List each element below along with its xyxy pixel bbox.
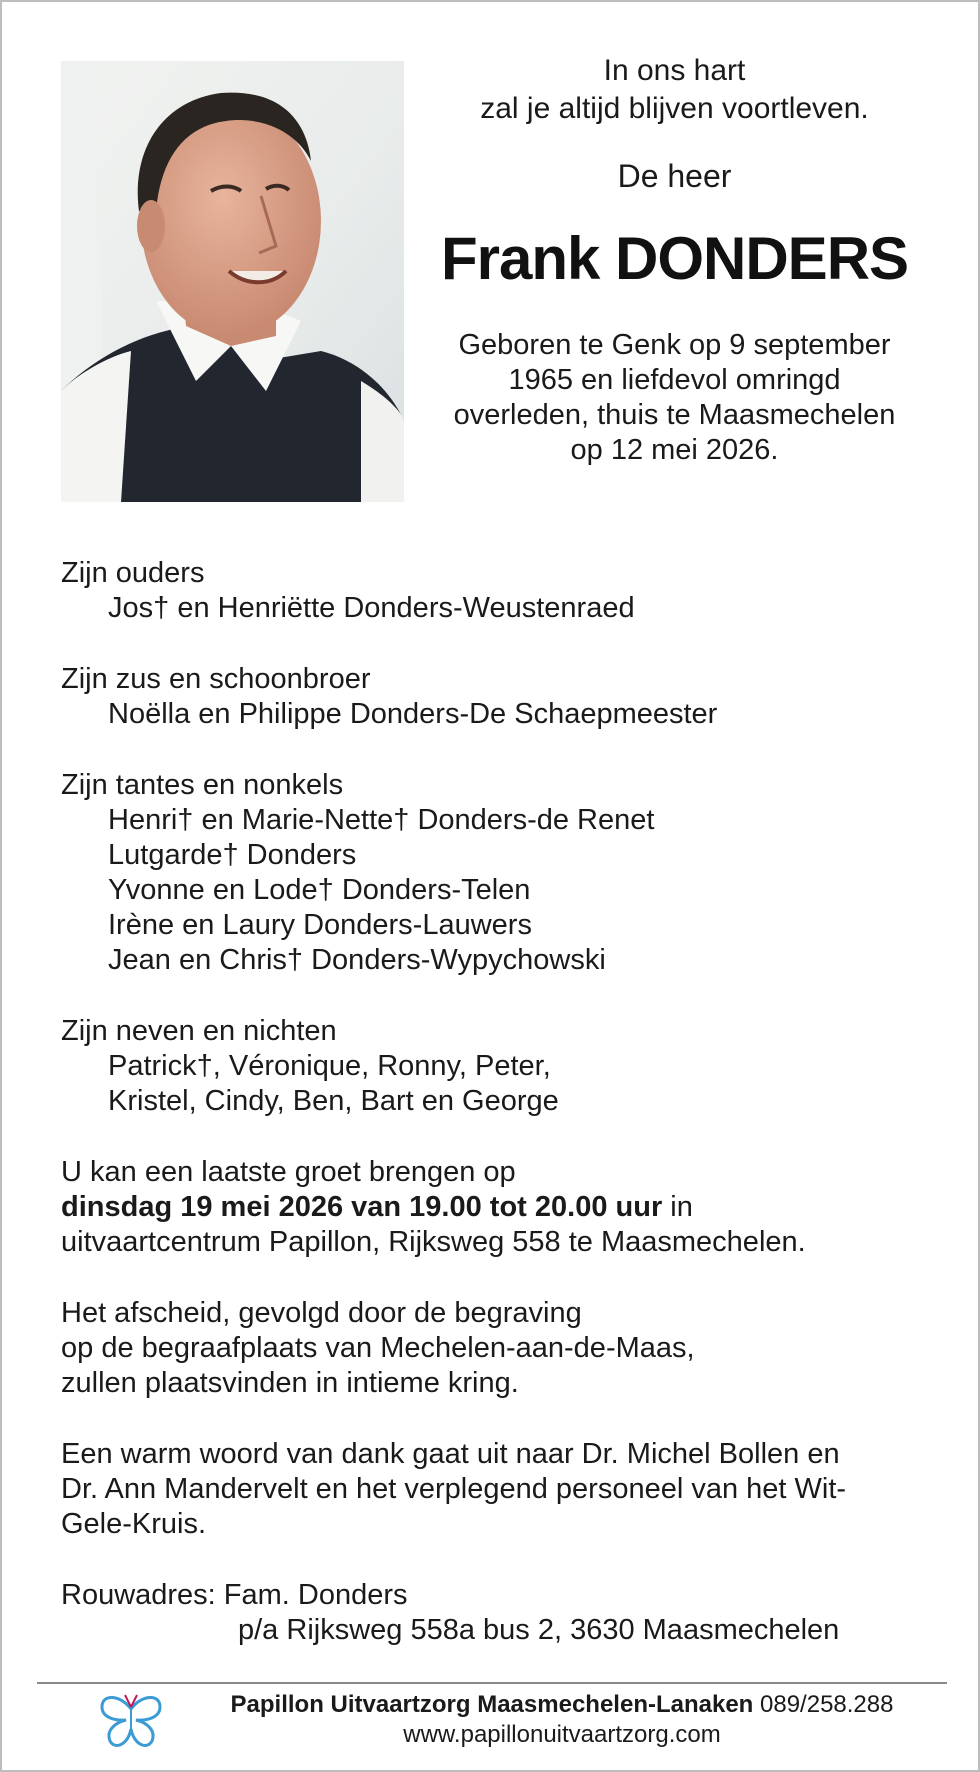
visitation-line: uitvaartcentrum Papillon, Rijksweg 558 te Maasmechelen. (61, 1226, 806, 1258)
family-member: Lutgarde† Donders (108, 839, 357, 871)
visitation-line: U kan een laatste groet brengen op (61, 1156, 516, 1188)
visitation-connector: in (662, 1191, 693, 1223)
motto (422, 52, 927, 128)
funeral-home-website[interactable]: www.papillonuitvaartzorg.com (403, 1721, 721, 1748)
thanks-paragraph (61, 1437, 931, 1542)
family-member: Yvonne en Lode† Donders-Telen (108, 874, 531, 906)
details-line: overleden, thuis te Maasmechelen (453, 399, 896, 431)
details-line: 1965 en liefdevol omringd (508, 364, 841, 396)
farewell-line: op de begraafplaats van Mechelen-aan-de-Maas, (61, 1332, 695, 1364)
visitation-datetime: dinsdag 19 mei 2026 van 19.00 tot 20.00 uur (61, 1191, 663, 1223)
visitation-line (61, 1190, 931, 1225)
family-group-aunts-uncles (61, 768, 931, 978)
birth-death-details (422, 328, 927, 468)
family-member: Kristel, Cindy, Ben, Bart en George (108, 1085, 559, 1117)
portrait-photo (61, 61, 404, 502)
family-group-siblings (61, 662, 931, 732)
details-line: Geboren te Genk op 9 september (458, 329, 891, 361)
family-member: Patrick†, Véronique, Ronny, Peter, (108, 1050, 551, 1082)
footer-divider (37, 1682, 947, 1684)
family-heading: Zijn tantes en nonkels (61, 769, 344, 801)
thanks-line: Dr. Ann Mandervelt en het verplegend personeel van het Wit- (61, 1473, 847, 1505)
details-line: op 12 mei 2026. (570, 434, 779, 466)
salutation: De heer (617, 158, 732, 194)
deceased-name: Frank DONDERS (440, 225, 909, 292)
motto-line: zal je altijd blijven voortleven. (480, 92, 869, 125)
notice-header (422, 52, 927, 468)
family-group-parents (61, 556, 931, 626)
farewell-paragraph (61, 1296, 931, 1401)
family-member: Henri† en Marie-Nette† Donders-de Renet (108, 804, 655, 836)
family-heading: Zijn ouders (61, 557, 205, 589)
family-heading: Zijn zus en schoonbroer (61, 663, 371, 695)
farewell-line: zullen plaatsvinden in intieme kring. (61, 1367, 519, 1399)
motto-line: In ons hart (603, 54, 746, 87)
funeral-home-name: Papillon Uitvaartzorg Maasmechelen-Lanaken (230, 1691, 754, 1718)
visitation-paragraph (61, 1155, 931, 1260)
family-heading: Zijn neven en nichten (61, 1015, 337, 1047)
thanks-line: Gele-Kruis. (61, 1508, 207, 1540)
butterfly-icon (96, 1687, 166, 1753)
funeral-home-footer (182, 1690, 942, 1750)
notice-body (61, 556, 931, 1684)
mourning-address (61, 1578, 931, 1648)
family-member: Noëlla en Philippe Donders-De Schaepmeester (108, 698, 718, 730)
family-group-cousins (61, 1014, 931, 1119)
family-member: Jean en Chris† Donders-Wypychowski (108, 944, 606, 976)
funeral-home-phone: 089/258.288 (753, 1691, 894, 1718)
family-member: Jos† en Henriëtte Donders-Weustenraed (108, 592, 635, 624)
address-line: Rouwadres: Fam. Donders (61, 1579, 408, 1611)
address-line: p/a Rijksweg 558a bus 2, 3630 Maasmechelen (238, 1614, 840, 1646)
farewell-line: Het afscheid, gevolgd door de begraving (61, 1297, 582, 1329)
thanks-line: Een warm woord van dank gaat uit naar Dr. Michel Bollen en (61, 1438, 840, 1470)
family-member: Irène en Laury Donders-Lauwers (108, 909, 532, 941)
